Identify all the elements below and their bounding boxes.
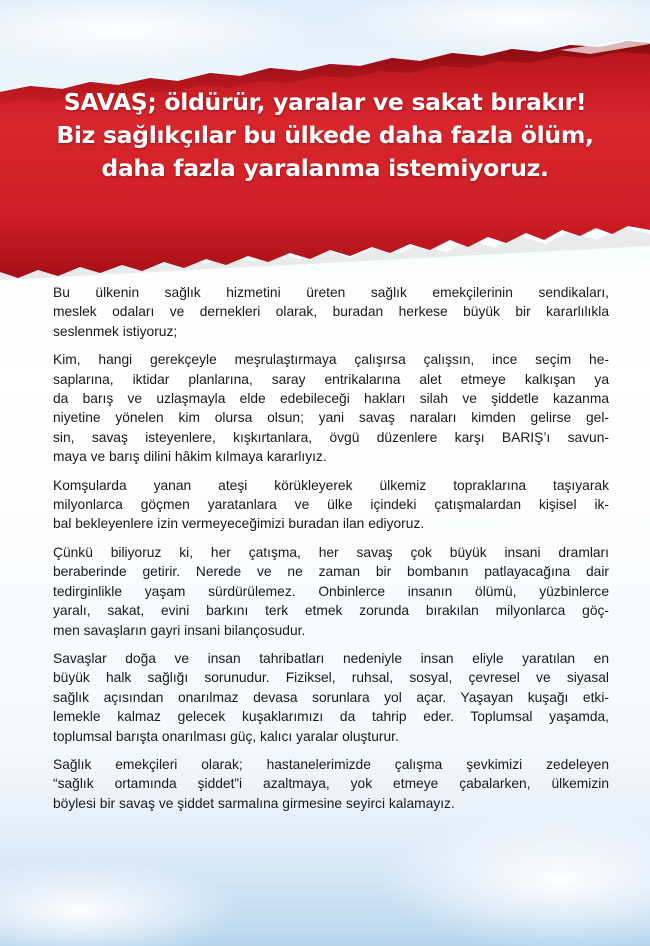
- text-line: Savaşlar doğa ve insan tahribatları nedeniyle insan eliyle yaratılan en: [53, 650, 609, 666]
- text-line: böylesi bir savaş ve şiddet sarmalına girmesine seyirci kalamayız.: [53, 795, 455, 811]
- banner-title-line-1: SAVAŞ; öldürür, yaralar ve sakat bırakır!: [63, 88, 587, 116]
- text-line: Sağlık emekçileri olarak; hastanelerimizde çalışma şevkimizi zedeleyen: [53, 756, 609, 772]
- banner-title-line-2: Biz sağlıkçılar bu ülkede daha fazla ölüm,: [56, 121, 594, 149]
- text-line: büyük halk sağlığı sorunudur. Fiziksel, ruhsal, sosyal, çevresel ve siyasal: [53, 670, 609, 686]
- text-line: saplarına, iktidar planlarına, saray entrikalarına alet etmeye kalkışan ya: [53, 371, 609, 387]
- paragraph-6: [53, 755, 609, 813]
- text-line: seslenmek istiyoruz;: [53, 323, 178, 339]
- text-line: Çünkü biliyoruz ki, her çatışma, her savaş çok büyük insani dramları: [53, 544, 609, 560]
- text-line: sağlık açısından onarılmaz devasa sorunlara yol açar. Yaşayan kuşağı etki-: [53, 689, 609, 705]
- text-line: tedirginlikle yaşam sürdürülemez. Onbinlerce insanın ölümü, yüzbinlerce: [53, 583, 609, 599]
- text-line: da barış ve uzlaşmayla elde edebileceği hakları silah ve şiddetle kazanma: [53, 391, 609, 407]
- text-line: “sağlık ortamında şiddet”i azaltmaya, yok etmeye çabalarken, ülkemizin: [53, 776, 609, 792]
- text-line: niyetine yönelen kim olursa olsun; yani savaş naraları kimden gelirse gel-: [53, 410, 609, 426]
- text-line: Komşularda yanan ateşi körükleyerek ülkemiz topraklarına taşıyarak: [53, 477, 609, 493]
- text-line: bal bekleyenlere izin vermeyeceğimizi buradan ilan ediyoruz.: [53, 516, 425, 532]
- text-line: maya ve barış dilini hâkim kılmaya kararlıyız.: [53, 449, 327, 465]
- text-line: beraberinde getirir. Nerede ve ne zaman bir bombanın patlayacağına dair: [53, 564, 609, 580]
- text-line: toplumsal barışta onarılması güç, kalıcı yaralar oluşturur.: [53, 728, 399, 744]
- statement-body: [53, 283, 609, 822]
- text-line: meslek odaları ve dernekleri olarak, buradan herkese büyük bir kararlılıkla: [53, 304, 609, 320]
- paragraph-3: [53, 476, 609, 534]
- text-line: lemekle kalmaz gelecek kuşaklarımızı da tahrip eder. Toplumsal yaşamda,: [53, 709, 609, 725]
- paragraph-2: [53, 350, 609, 466]
- banner-title: [30, 86, 620, 185]
- text-line: men savaşların gayri insani bilançosudur.: [53, 622, 306, 638]
- text-line: sin, savaş isteyenlere, kışkırtanlara, övgü düzenlere karşı BARIŞ’ı savun-: [53, 429, 609, 445]
- paragraph-5: [53, 649, 609, 746]
- text-line: Bu ülkenin sağlık hizmetini üreten sağlık emekçilerinin sendikaları,: [53, 285, 609, 300]
- text-line: Kim, hangi gerekçeyle meşrulaştırmaya çalışırsa çalışsın, ince seçim he-: [53, 352, 609, 368]
- text-line: yaralı, sakat, evini barkını terk etmek zorunda bırakılan milyonlarca göç-: [53, 603, 609, 619]
- paragraph-4: [53, 543, 609, 640]
- paragraph-1: [53, 283, 609, 341]
- text-line: milyonlarca göçmen yaratanlara ve ülke içindeki çatışmalardan kişisel ik-: [53, 497, 609, 513]
- banner-title-line-3: daha fazla yaralanma istemiyoruz.: [101, 154, 549, 182]
